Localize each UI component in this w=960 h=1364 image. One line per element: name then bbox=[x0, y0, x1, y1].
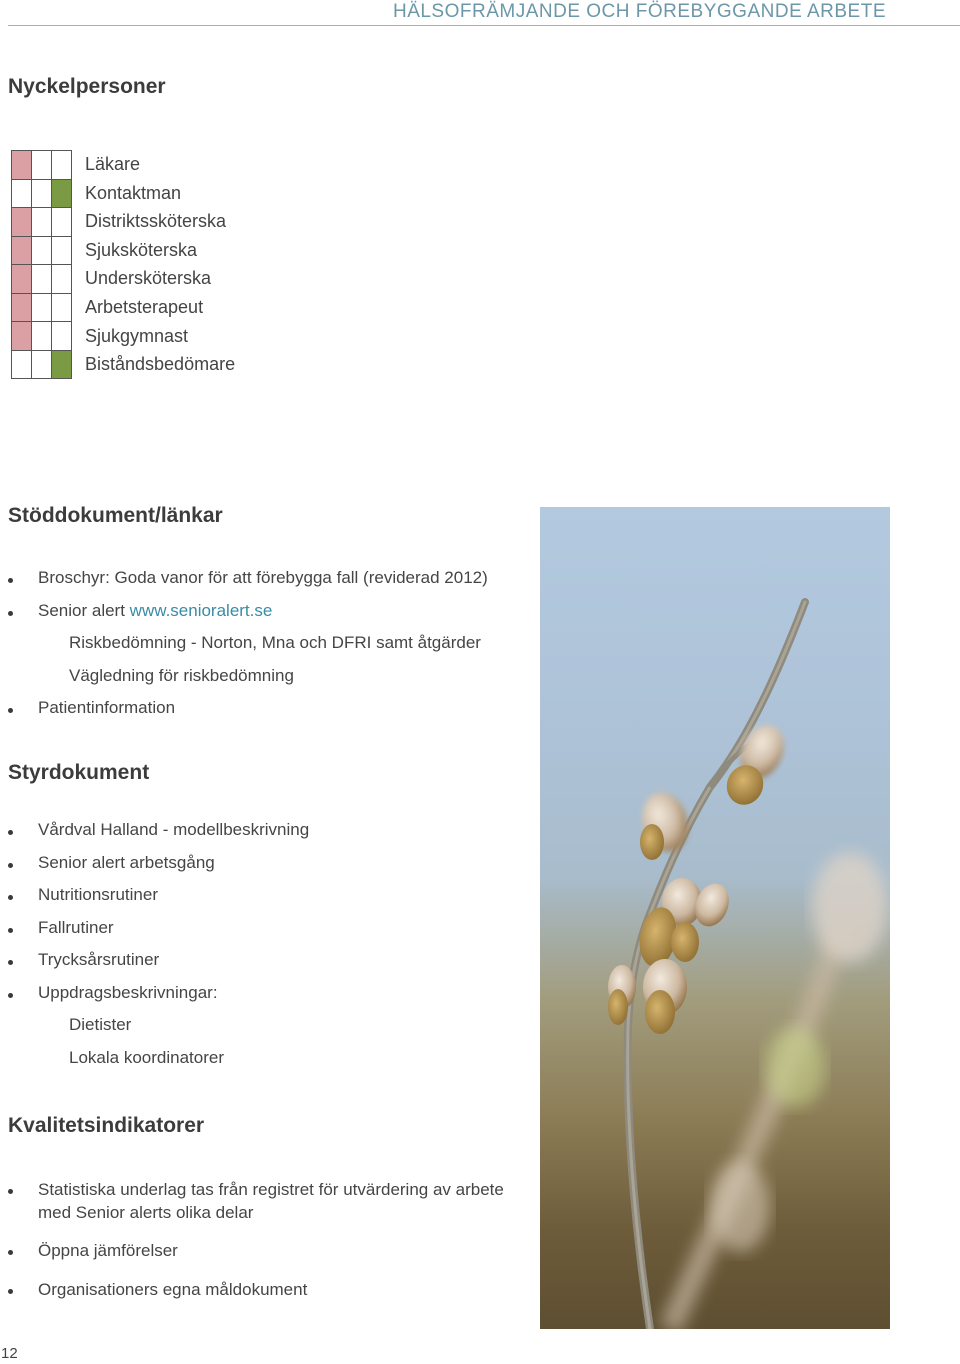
list-item: Senior alert arbetsgång bbox=[8, 853, 309, 886]
role-item: Kontaktman bbox=[85, 182, 182, 203]
role-matrix-cell bbox=[52, 350, 72, 379]
role-matrix-row bbox=[12, 151, 72, 180]
role-matrix-cell bbox=[32, 151, 52, 180]
header-title: HÄLSOFRÄMJANDE OCH FÖREBYGGANDE ARBETE bbox=[392, 1, 886, 22]
list-item: Vägledning för riskbedömning bbox=[69, 665, 294, 685]
list-item: Lokala koordinatorer bbox=[69, 1047, 224, 1067]
role-matrix-cell bbox=[52, 265, 72, 294]
role-item: Sjuksköterska bbox=[85, 239, 198, 260]
role-matrix-row bbox=[12, 236, 72, 265]
role-matrix-cell bbox=[32, 293, 52, 322]
list-item: Uppdragsbeskrivningar: bbox=[8, 983, 309, 1016]
role-matrix-cell bbox=[12, 151, 32, 180]
role-matrix-cell bbox=[52, 293, 72, 322]
governing-docs-list bbox=[8, 820, 309, 1080]
support-docs-list bbox=[8, 568, 488, 731]
quality-indicators-list bbox=[8, 1179, 508, 1301]
list-item: Patientinformation bbox=[8, 698, 488, 731]
list-item: Nutritionsrutiner bbox=[8, 885, 309, 918]
role-matrix-cell bbox=[52, 208, 72, 237]
role-item: Läkare bbox=[85, 154, 141, 174]
role-item: Sjukgymnast bbox=[85, 325, 189, 346]
role-item: Undersköterska bbox=[85, 268, 212, 289]
role-matrix-row bbox=[12, 350, 72, 379]
role-matrix-row bbox=[12, 293, 72, 322]
list-item: Senior alert www.senioralert.se bbox=[8, 601, 488, 634]
role-item: Distriktssköterska bbox=[85, 211, 227, 232]
list-item: Vårdval Halland - modellbeskrivning bbox=[8, 820, 309, 853]
header-rule bbox=[8, 25, 960, 26]
role-matrix-cell bbox=[32, 179, 52, 208]
role-matrix-cell bbox=[12, 322, 32, 351]
role-matrix-cell bbox=[52, 236, 72, 265]
role-matrix-cell bbox=[32, 350, 52, 379]
page-header bbox=[0, 0, 960, 30]
list-item: Riskbedömning - Norton, Mna och DFRI samt åtgärder bbox=[69, 633, 481, 652]
list-item: Dietister bbox=[69, 1015, 132, 1034]
list-item: Trycksårsrutiner bbox=[8, 950, 309, 983]
role-matrix-cell bbox=[12, 236, 32, 265]
willow-catkins-photo bbox=[540, 507, 890, 1329]
role-matrix-row bbox=[12, 179, 72, 208]
role-matrix-cell bbox=[52, 151, 72, 180]
heading-stoddokument: Stöddokument/länkar bbox=[8, 504, 223, 527]
heading-styrdokument: Styrdokument bbox=[8, 761, 150, 784]
role-matrix-cell bbox=[12, 208, 32, 237]
role-matrix-cell bbox=[12, 265, 32, 294]
role-matrix-cell bbox=[32, 208, 52, 237]
heading-nyckelpersoner: Nyckelpersoner bbox=[8, 75, 166, 98]
role-matrix-cell bbox=[32, 265, 52, 294]
role-matrix-row bbox=[12, 208, 72, 237]
role-matrix-cell bbox=[32, 236, 52, 265]
role-matrix-cell bbox=[12, 293, 32, 322]
role-matrix-row bbox=[12, 322, 72, 351]
role-item: Arbetsterapeut bbox=[85, 296, 204, 317]
role-matrix-cell bbox=[12, 350, 32, 379]
list-item: Broschyr: Goda vanor för att förebygga fall (reviderad 2012) bbox=[8, 568, 488, 601]
senioralert-link[interactable]: www.senioralert.se bbox=[129, 600, 273, 620]
role-list bbox=[85, 150, 235, 379]
heading-kvalitetsindikatorer: Kvalitetsindikatorer bbox=[8, 1114, 205, 1137]
role-item: Biståndsbedömare bbox=[85, 354, 236, 375]
list-item: Fallrutiner bbox=[8, 918, 309, 951]
page-number: 12 bbox=[1, 1345, 18, 1362]
role-matrix-cell bbox=[52, 322, 72, 351]
role-matrix-row bbox=[12, 265, 72, 294]
role-matrix bbox=[11, 150, 72, 379]
role-matrix-cell bbox=[52, 179, 72, 208]
list-item: Statistiska underlag tas från registret för utvärdering av arbete med Senior alerts olika delar bbox=[8, 1179, 508, 1224]
list-item: Organisationers egna måldokument bbox=[8, 1279, 508, 1302]
role-matrix-cell bbox=[32, 322, 52, 351]
role-matrix-cell bbox=[12, 179, 32, 208]
list-item: Öppna jämförelser bbox=[8, 1240, 508, 1263]
